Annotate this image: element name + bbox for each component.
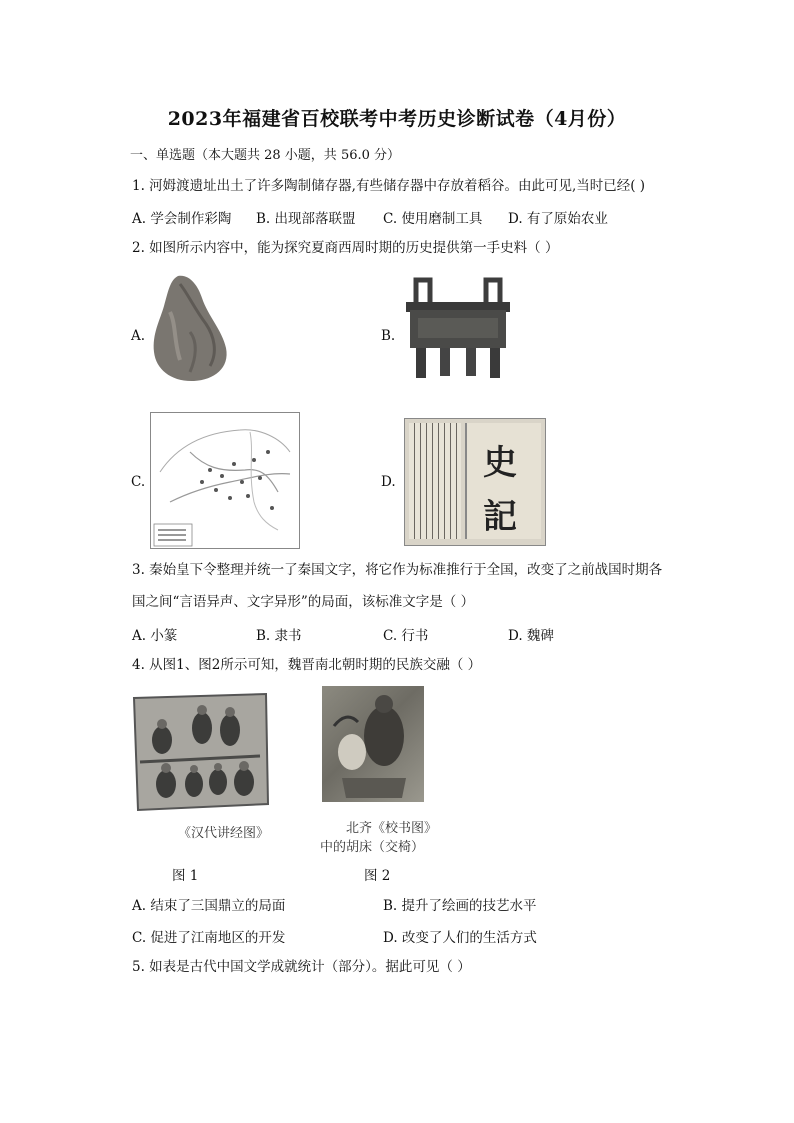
figure-1-label: 图 1 xyxy=(172,868,199,884)
q4-option-a[interactable]: A. 结束了三国鼎立的局面 xyxy=(132,898,286,914)
question-5-stem: 5. 如表是古代中国文学成就统计（部分）。据此可见（ ） xyxy=(132,959,471,975)
shiji-book-image xyxy=(404,418,546,546)
question-3-stem-line-2: 国之间“言语异声、文字异形”的局面，该标准文字是（ ） xyxy=(132,594,475,610)
question-1-stem: 1. 河姆渡遗址出土了许多陶制储存器,有些储存器中存放着稻谷。由此可见,当时已经( ) xyxy=(132,178,646,194)
q1-option-c[interactable]: C. 使用磨制工具 xyxy=(383,211,483,227)
q3-option-b[interactable]: B. 隶书 xyxy=(256,628,302,644)
figure-2-caption-line-1: 北齐《校书图》 xyxy=(346,821,438,836)
stone-tool-image xyxy=(150,272,230,384)
q1-option-b[interactable]: B. 出现部落联盟 xyxy=(256,211,356,227)
page-title: 2023年福建省百校联考中考历史诊断试卷（4月份） xyxy=(167,108,627,130)
figure-1-caption: 《汉代讲经图》 xyxy=(178,826,270,841)
question-2-stem: 2. 如图所示内容中，能为探究夏商西周时期的历史提供第一手史料（ ） xyxy=(132,240,559,256)
q1-option-d[interactable]: D. 有了原始农业 xyxy=(508,211,608,227)
q4-option-d[interactable]: D. 改变了人们的生活方式 xyxy=(383,930,537,946)
q1-option-a[interactable]: A. 学会制作彩陶 xyxy=(132,211,232,227)
q2-label-c[interactable]: C. xyxy=(131,474,146,490)
ancient-map-image xyxy=(150,412,300,549)
book-page-columns xyxy=(409,423,461,539)
han-lecture-relief-image xyxy=(130,692,270,814)
figure-2-caption-line-2: 中的胡床（交椅） xyxy=(320,840,425,855)
q3-option-d[interactable]: D. 魏碑 xyxy=(508,628,554,644)
bronze-ding-image xyxy=(402,276,514,380)
painting-figures xyxy=(322,686,424,802)
question-4-stem: 4. 从图1、图2所示可知，魏晋南北朝时期的民族交融（ ） xyxy=(132,657,482,673)
q2-label-a[interactable]: A. xyxy=(131,328,146,344)
q4-option-c[interactable]: C. 促进了江南地区的开发 xyxy=(132,930,286,946)
book-title-char-2: 記 xyxy=(483,497,517,537)
q4-option-b[interactable]: B. 提升了绘画的技艺水平 xyxy=(383,898,537,914)
northern-qi-painting-image xyxy=(322,686,424,802)
q2-label-d[interactable]: D. xyxy=(381,474,396,490)
figure-2-label: 图 2 xyxy=(364,868,391,884)
q3-option-a[interactable]: A. 小篆 xyxy=(132,628,178,644)
q2-label-b[interactable]: B. xyxy=(381,328,396,344)
book-title-char-1: 史 xyxy=(483,443,517,483)
q3-option-c[interactable]: C. 行书 xyxy=(383,628,429,644)
section-heading: 一、单选题（本大题共 28 小题，共 56.0 分） xyxy=(130,148,401,163)
question-3-stem-line-1: 3. 秦始皇下令整理并统一了秦国文字，将它作为标准推行于全国，改变了之前战国时期各 xyxy=(132,562,663,578)
